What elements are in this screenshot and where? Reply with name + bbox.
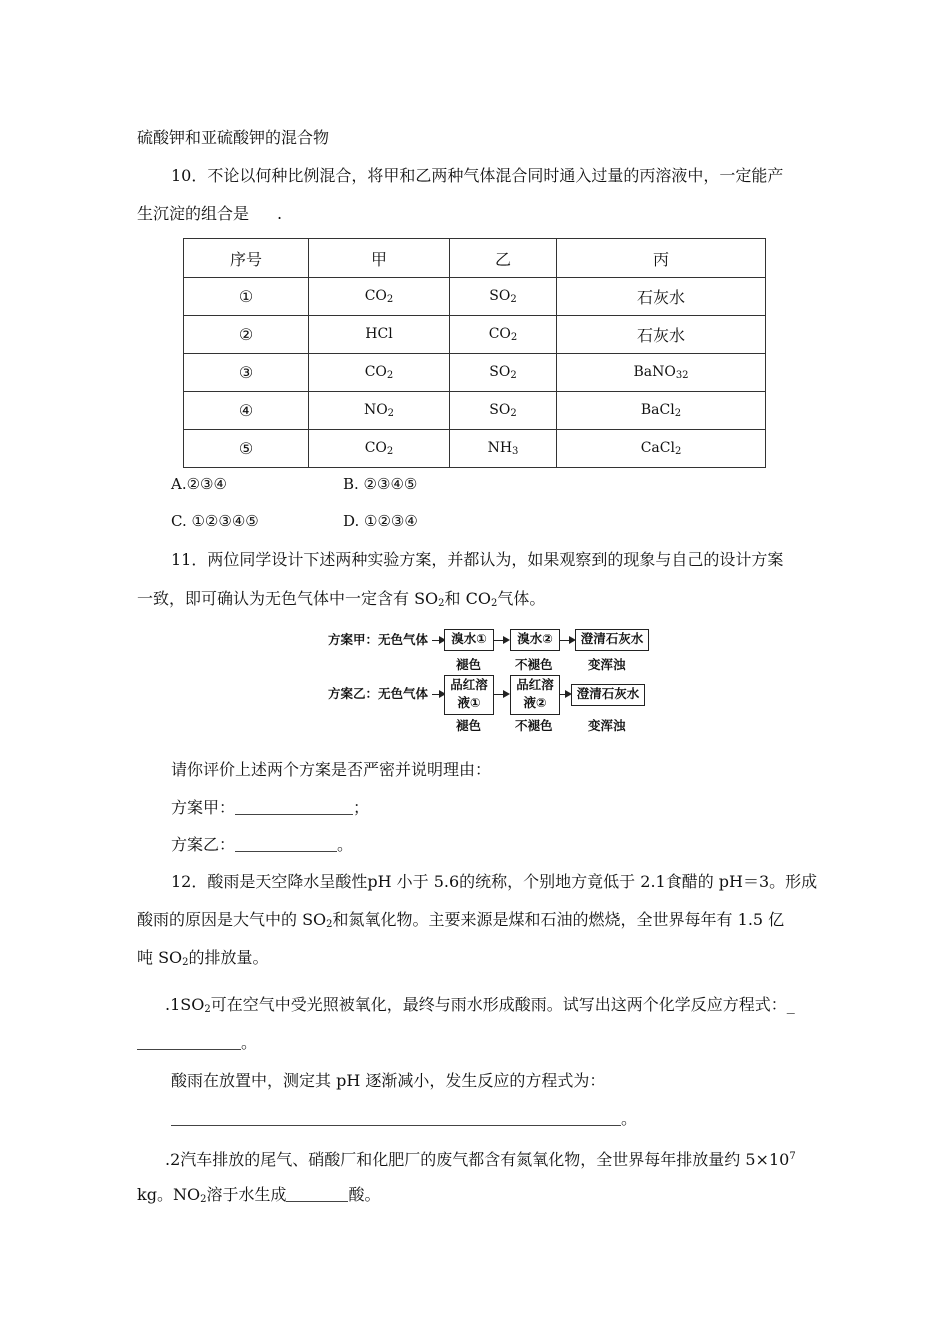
option-b: B. ②③④⑤ [343, 475, 418, 493]
arrow-icon [432, 640, 444, 641]
scheme-yi-box1: 品红溶 液① [444, 675, 494, 715]
q12-part2: .2汽车排放的尾气、硝酸厂和化肥厂的废气都含有氮氧化物，全世界每年排放量约 $5\times 10^7$ [165, 1150, 796, 1169]
scheme-yi-obs2: 不褪色 [515, 718, 553, 733]
table-row [184, 430, 766, 468]
q12-line2: 酸雨的原因是大气中的 $SO_2$和氮氧化物。主要来源是煤和石油的燃烧，全世界每年有 1.5 亿 [137, 910, 785, 930]
q12-line3: 吨 $SO_2$的排放量。 [137, 948, 269, 968]
arrow-icon [494, 640, 508, 641]
row-yi: $CO_2$ [450, 316, 557, 354]
row-yi: $NH_3$ [450, 430, 557, 468]
row-jia: $CO_2$ [309, 430, 450, 468]
table-row [184, 278, 766, 316]
q11-answer-yi: 方案乙： 。 [171, 835, 354, 854]
row-no: ④ [184, 392, 309, 430]
arrow-icon [560, 694, 570, 695]
q12-part1-next: 酸雨在放置中，测定其 pH 逐渐减小，发生反应的方程式为： [171, 1071, 606, 1090]
q12-part1: $.1SO_2$可在空气中受光照被氧化，最终与雨水形成酸雨。试写出这两个化学反应方程式：_ [165, 995, 795, 1015]
q10-stem-text: 生沉淀的组合是 [137, 204, 250, 223]
q12-part1-next-blank: 。 [171, 1109, 637, 1129]
row-jia: $CO_2$ [309, 278, 450, 316]
scheme-yi-obs3: 变浑浊 [588, 718, 626, 733]
scheme-jia-label: 方案甲：无色气体 [328, 632, 429, 647]
table-row [184, 316, 766, 354]
row-jia: $CO_2$ [309, 354, 450, 392]
scheme-yi-box3: 澄清石灰水 [571, 684, 645, 706]
table-header-row [184, 239, 766, 278]
scheme-jia-obs3: 变浑浊 [588, 657, 626, 672]
scheme-jia-obs2: 不褪色 [515, 657, 553, 672]
arrow-icon [432, 694, 444, 695]
scheme-yi-label: 方案乙：无色气体 [328, 686, 429, 701]
header-jia: 甲 [309, 239, 450, 278]
table-row [184, 354, 766, 392]
q12-line1: 12．酸雨是天空降水呈酸性pH 小于 5.6的统称，个别地方竟低于 2.1食醋的 pH＝3。形成 [171, 872, 818, 891]
row-yi: $SO_2$ [450, 354, 557, 392]
row-bing: BaNO$_{32}$ [557, 354, 766, 392]
scheme-jia-box3: 澄清石灰水 [575, 629, 649, 651]
scheme-yi-box2: 品红溶 液② [510, 675, 560, 715]
answer-blank[interactable] [286, 1185, 348, 1202]
answer-blank[interactable] [171, 1109, 621, 1126]
q12-part1-blank: 。 [137, 1033, 257, 1053]
answer-blank[interactable] [235, 798, 353, 815]
row-no: ③ [184, 354, 309, 392]
q10-stem-line1: 10．不论以何种比例混合，将甲和乙两种气体混合同时通入过量的丙溶液中，一定能产 [171, 166, 784, 185]
scheme-yi-obs1: 褪色 [456, 718, 482, 733]
scheme-jia-box1: 溴水① [444, 629, 494, 651]
q11-answer-jia: 方案甲： ； [171, 798, 370, 817]
row-yi: $SO_2$ [450, 392, 557, 430]
q10-stem-tail: . [277, 204, 283, 223]
scheme-jia-obs1: 褪色 [456, 657, 482, 672]
q11-evaluate: 请你评价上述两个方案是否严密并说明理由： [171, 760, 492, 779]
option-d: D. ①②③④ [343, 512, 418, 530]
q11-stem-line1: 11．两位同学设计下述两种实验方案，并都认为，如果观察到的现象与自己的设计方案 [171, 550, 784, 569]
row-no: ② [184, 316, 309, 354]
header-bing: 丙 [557, 239, 766, 278]
option-c: C. ①②③④⑤ [171, 512, 259, 530]
row-no: ⑤ [184, 430, 309, 468]
row-no: ① [184, 278, 309, 316]
q10-stem-line2 [137, 204, 282, 224]
q12-part2-line2: kg。$NO_2$溶于水生成 酸。 [137, 1185, 381, 1205]
row-bing: 石灰水 [557, 278, 766, 316]
row-bing: BaCl$_2$ [557, 392, 766, 430]
intro-line: 硫酸钾和亚硫酸钾的混合物 [137, 128, 330, 147]
row-jia: $NO_2$ [309, 392, 450, 430]
row-jia: HCl [309, 316, 450, 354]
table-row [184, 392, 766, 430]
scheme-jia-box2: 溴水② [510, 629, 560, 651]
q10-table [183, 238, 766, 468]
answer-blank[interactable] [137, 1033, 241, 1050]
header-no: 序号 [184, 239, 309, 278]
answer-blank[interactable] [235, 835, 337, 852]
option-a: A.②③④ [171, 475, 227, 493]
q11-stem-line2: 一致，即可确认为无色气体中一定含有 $SO_2$和 $CO_2$气体。 [137, 589, 546, 609]
row-bing: CaCl$_2$ [557, 430, 766, 468]
row-yi: $SO_2$ [450, 278, 557, 316]
row-bing: 石灰水 [557, 316, 766, 354]
arrow-icon [494, 694, 508, 695]
arrow-icon [560, 640, 574, 641]
header-yi: 乙 [450, 239, 557, 278]
